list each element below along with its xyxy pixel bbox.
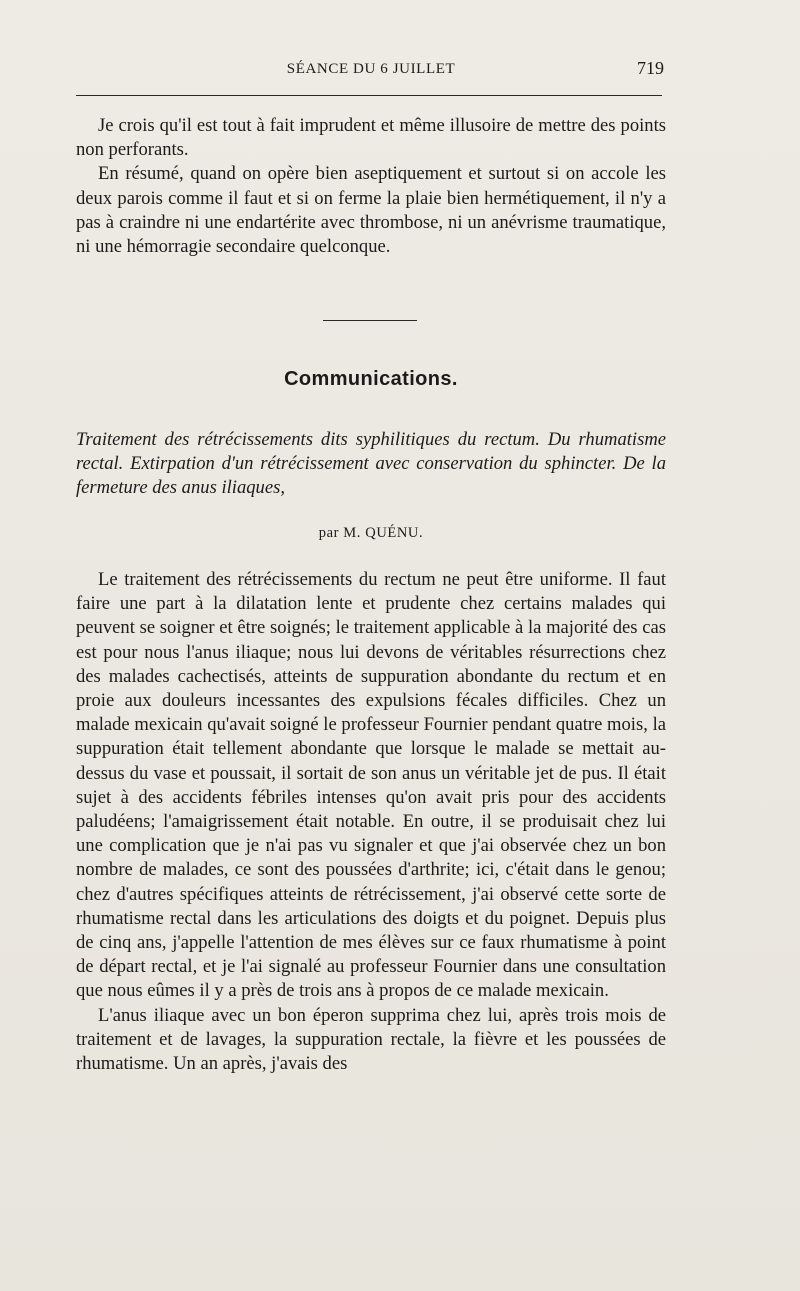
paragraph: L'anus iliaque avec un bon éperon supprima chez lui, après trois mois de traitement et de lavages, la suppuration rectale, la fièvre et les poussées de rhumatisme. Un an après, j'avais des (76, 1004, 666, 1075)
paragraph: Je crois qu'il est tout à fait imprudent et même illusoire de mettre des points non perforants. (76, 115, 666, 161)
paragraph: Le traitement des rétrécissements du rectum ne peut être uniforme. Il faut faire une part à la dilatation lente et prudente chez certains malades qui peuvent se soigner et être soignés; le traitement applicable à la majorité des cas est pour nous l'anus iliaque; nous lui devons de véritables résurrections chez des malades cachectisés, atteints de suppuration abondante du rectum et en proie aux douleurs incessantes des expulsions fécales difficiles. Chez un malade mexicain qu'avait soigné le professeur Fournier pendant quatre mois, la suppuration était tellement abondante que lorsque le malade se mettait au-dessus du vase et poussait, il sortait de son anus un véritable jet de pus. Il était sujet à des accidents fébriles intenses qu'on avait pris pour des accidents paludéens; l'amaigrissement était notable. En outre, il se produisait chez lui une complication que je n'ai pas vu signaler et que j'ai observée chez un bon nombre de malades, ce sont des poussées d'arthrite; ici, c'était dans le genou; chez d'autres spécifiques atteints de rétrécissement, j'ai observé cette sorte de rhumatisme rectal dans les articulations des doigts et du poignet. Depuis plus de cinq ans, j'appelle l'attention de mes élèves sur ce faux rhumatisme à point de départ rectal, et je l'ai signalé au professeur Fournier dans une consultation que nous eûmes il y a près de trois ans à propos de ce malade mexicain. (76, 569, 666, 1002)
header-rule (76, 95, 662, 96)
page-number: 719 (637, 58, 664, 78)
intro-text (76, 114, 666, 259)
paragraph: En résumé, quand on opère bien aseptiquement et surtout si on accole les deux parois comme il faut et si on ferme la plaie bien hermétiquement, il n'y a pas à craindre ni une endartérite avec thrombose, ni un anévrisme traumatique, ni une hémorragie secondaire quelconque. (76, 163, 666, 258)
article-byline: par M. QUÉNU. (318, 525, 424, 541)
page-header (76, 58, 666, 84)
article-body (76, 568, 666, 1076)
article-title: Traitement des rétrécissements dits syphilitiques du rectum. Du rhumatisme rectal. Extirpation d'un rétrécissement avec conservation du sphincter. De la fermeture des anus iliaques, (76, 429, 666, 498)
running-title: SÉANCE DU 6 JUILLET (286, 61, 456, 77)
section-heading: Communications. (284, 368, 458, 390)
section-separator (323, 320, 417, 321)
